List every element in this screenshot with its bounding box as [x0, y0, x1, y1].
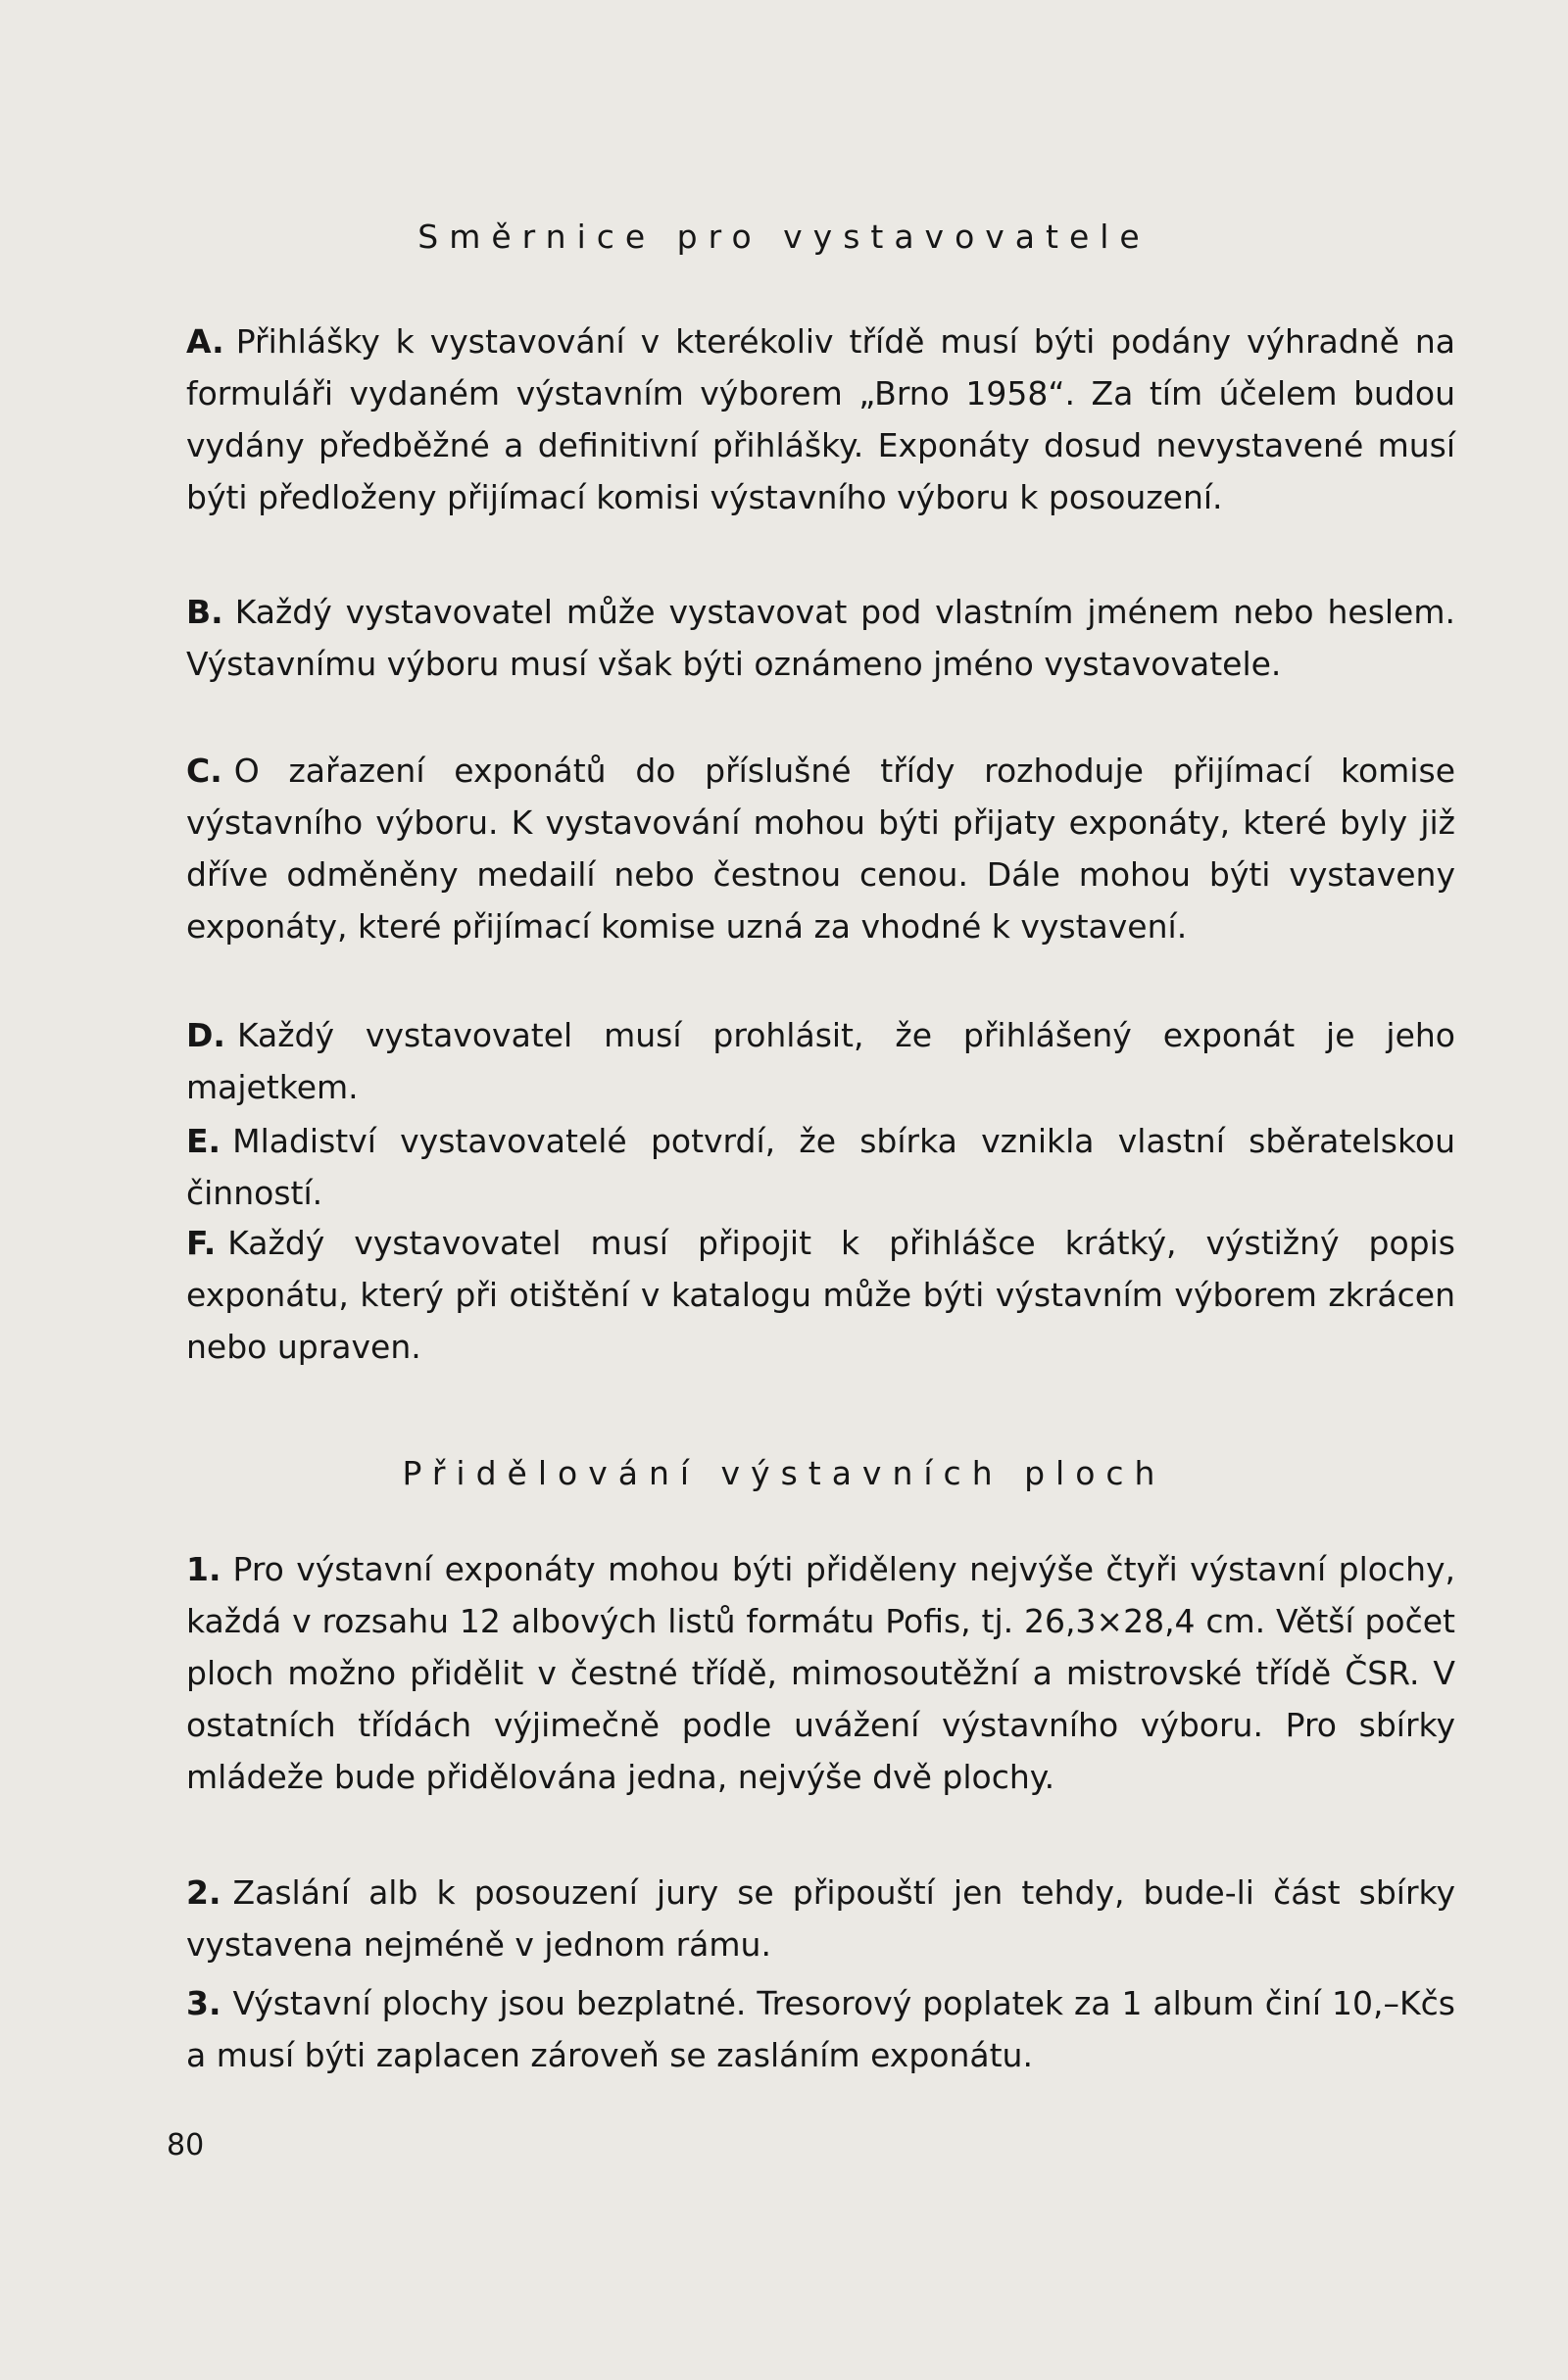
guideline-d — [186, 1009, 1455, 1113]
page-number: 80 — [167, 2128, 205, 2162]
guideline-a — [186, 316, 1455, 523]
section-heading-exhibitor-guidelines: Směrnice pro vystavovatele — [417, 218, 1151, 256]
guideline-label: D. — [186, 1016, 225, 1054]
guideline-text: O zařazení exponátů do příslušné třídy rozhoduje přijímací komise výstavního výboru. K vystavování mohou býti přijaty exponáty, které byly již dříve odměněny medailí nebo čestnou cenou. Dále mohou býti vystaveny exponáty, které přijímací komise uzná za vhodné k vystavení. — [186, 752, 1455, 946]
guideline-b — [186, 586, 1455, 690]
guideline-label: B. — [186, 593, 223, 631]
guideline-e — [186, 1115, 1455, 1219]
guideline-f — [186, 1217, 1455, 1373]
rule-text: Zaslání alb k posouzení jury se připouští jen tehdy, bude-li část sbírky vystavena nejméně v jednom rámu. — [186, 1873, 1455, 1964]
allocation-rule-1 — [186, 1543, 1455, 1803]
rule-number: 1. — [186, 1550, 221, 1588]
guideline-text: Každý vystavovatel může vystavovat pod vlastním jménem nebo heslem. Výstavnímu výboru musí však býti oznámeno jméno vystavovatele. — [186, 593, 1455, 683]
guideline-label: A. — [186, 322, 224, 361]
guideline-text: Mladiství vystavovatelé potvrdí, že sbírka vznikla vlastní sběratelskou činností. — [186, 1122, 1455, 1212]
allocation-rule-3 — [186, 1977, 1455, 2081]
guideline-c — [186, 745, 1455, 952]
rule-text: Pro výstavní exponáty mohou býti přiděleny nejvýše čtyři výstavní plochy, každá v rozsahu 12 albových listů formátu Pofis, tj. 26,3×28,4 cm. Větší počet ploch možno přidělit v čestné třídě, mimosoutěžní a mistrovské třídě ČSR. V ostatních třídách výjimečně podle uvážení výstavního výboru. Pro sbírky mládeže bude přidělována jedna, nejvýše dvě plochy. — [186, 1550, 1455, 1796]
rule-number: 3. — [186, 1984, 221, 2022]
section-heading-space-allocation: Přidělování výstavních ploch — [402, 1454, 1166, 1492]
guideline-text: Přihlášky k vystavování v kterékoliv třídě musí býti podány výhradně na formuláři vydaném výstavním výborem „Brno 1958“. Za tím účelem budou vydány předběžné a definitivní přihlášky. Exponáty dosud nevystavené musí býti předloženy přijímací komisi výstavního výboru k posouzení. — [186, 322, 1455, 516]
rule-text: Výstavní plochy jsou bezplatné. Tresorový poplatek za 1 album činí 10,–Kčs a musí býti zaplacen zároveň se zasláním exponátu. — [186, 1984, 1455, 2074]
guideline-label: E. — [186, 1122, 221, 1160]
rule-number: 2. — [186, 1873, 221, 1912]
guideline-text: Každý vystavovatel musí prohlásit, že přihlášený exponát je jeho majetkem. — [186, 1016, 1455, 1106]
guideline-label: F. — [186, 1224, 217, 1262]
guideline-label: C. — [186, 752, 222, 790]
guideline-text: Každý vystavovatel musí připojit k přihlášce krátký, výstižný popis exponátu, který při otištění v katalogu může býti výstavním výborem zkrácen nebo upraven. — [186, 1224, 1455, 1366]
allocation-rule-2 — [186, 1867, 1455, 1970]
